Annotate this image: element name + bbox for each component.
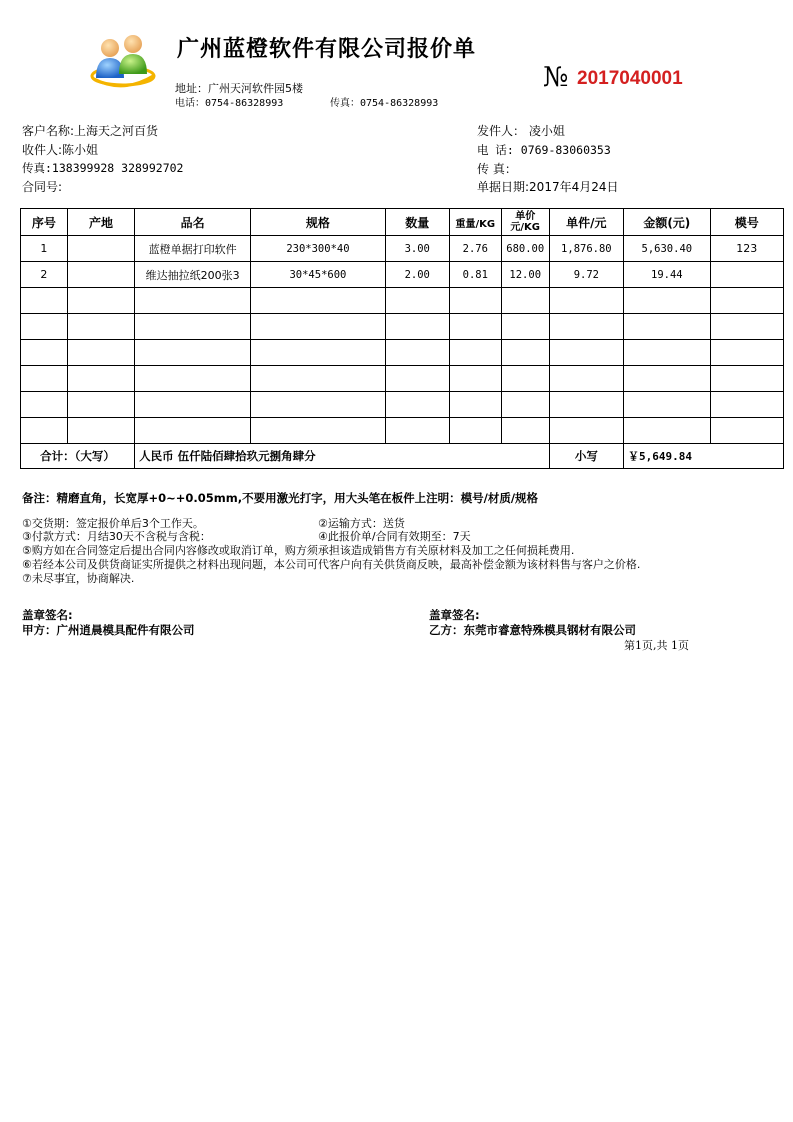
quote-number: 2017040001 xyxy=(577,68,683,89)
col-header: 金额(元) xyxy=(624,209,711,236)
table-header-row xyxy=(21,209,784,236)
total-label: 合计：（大写） xyxy=(21,444,135,469)
company-address: 地址：广州天河软件园5楼 xyxy=(175,82,303,95)
table-cell: 9.72 xyxy=(549,262,623,288)
table-cell xyxy=(67,288,134,314)
table-cell: 2 xyxy=(21,262,68,288)
col-header: 重量/KG xyxy=(449,209,501,236)
table-cell: 680.00 xyxy=(501,236,549,262)
table-cell xyxy=(549,314,623,340)
col-header: 数量 xyxy=(385,209,449,236)
subtotal-value: ￥5,649.84 xyxy=(624,444,784,469)
table-cell xyxy=(251,366,385,392)
buyer-stamp-label: 盖章签名: xyxy=(22,608,73,622)
table-cell xyxy=(21,314,68,340)
people-logo-icon xyxy=(90,32,156,92)
table-row xyxy=(21,288,784,314)
table-cell xyxy=(549,288,623,314)
table-cell xyxy=(385,418,449,444)
table-cell xyxy=(710,314,783,340)
phone-value: 0754-86328993 xyxy=(205,98,284,109)
table-cell xyxy=(624,366,711,392)
table-cell xyxy=(21,418,68,444)
table-cell xyxy=(135,288,251,314)
table-cell xyxy=(385,314,449,340)
table-cell xyxy=(710,340,783,366)
table-cell: 19.44 xyxy=(624,262,711,288)
col-header: 品名 xyxy=(135,209,251,236)
table-cell xyxy=(21,288,68,314)
table-cell xyxy=(21,366,68,392)
table-cell xyxy=(67,340,134,366)
table-cell xyxy=(135,418,251,444)
table-cell xyxy=(449,340,501,366)
table-cell xyxy=(449,288,501,314)
table-cell xyxy=(449,418,501,444)
term-material: ⑥若经本公司及供货商证实所提供之材料出现问题，本公司可代客户向有关供货商反映，最高补偿金额为该材料售与客户之价格. xyxy=(22,558,641,571)
table-cell: 123 xyxy=(710,236,783,262)
table-cell xyxy=(449,366,501,392)
table-cell xyxy=(501,418,549,444)
table-cell xyxy=(21,340,68,366)
table-cell xyxy=(501,288,549,314)
sender: 发件人： 凌小姐 xyxy=(477,124,565,138)
table-cell: 蓝橙单据打印软件 xyxy=(135,236,251,262)
page-info: 第1页,共 1页 xyxy=(624,639,689,652)
table-cell xyxy=(385,392,449,418)
col-header: 模号 xyxy=(710,209,783,236)
table-row xyxy=(21,314,784,340)
table-cell xyxy=(251,340,385,366)
table-cell xyxy=(624,340,711,366)
table-cell xyxy=(67,366,134,392)
table-cell xyxy=(67,236,134,262)
table-cell xyxy=(501,392,549,418)
table-cell: 1,876.80 xyxy=(549,236,623,262)
table-cell xyxy=(251,392,385,418)
col-header: 产地 xyxy=(67,209,134,236)
table-cell: 12.00 xyxy=(501,262,549,288)
sender-phone: 电 话: 0769-83060353 xyxy=(477,143,611,157)
table-row xyxy=(21,366,784,392)
table-cell xyxy=(549,340,623,366)
col-header: 单件/元 xyxy=(549,209,623,236)
table-cell xyxy=(135,340,251,366)
receiver: 收件人:陈小姐 xyxy=(22,143,99,157)
term-delivery: ①交货期：签定报价单后3个工作天。 xyxy=(22,517,204,530)
term-shipping: ②运输方式：送货 xyxy=(318,517,405,530)
table-row xyxy=(21,262,784,288)
table-cell xyxy=(710,262,783,288)
fax-value: 0754-86328993 xyxy=(360,98,439,109)
table-cell xyxy=(501,340,549,366)
buyer-party: 甲方：广州逍晨模具配件有限公司 xyxy=(22,623,195,637)
table-cell: 1 xyxy=(21,236,68,262)
table-cell xyxy=(135,366,251,392)
col-header: 规格 xyxy=(251,209,385,236)
table-cell xyxy=(624,314,711,340)
table-cell xyxy=(549,392,623,418)
table-row xyxy=(21,392,784,418)
table-cell: 0.81 xyxy=(449,262,501,288)
table-cell xyxy=(21,392,68,418)
remark: 备注：精磨直角，长宽厚+0~+0.05mm,不要用激光打字，用大头笔在板件上注明：模号/材质/规格 xyxy=(22,491,539,505)
term-cancellation: ⑤购方如在合同签定后提出合同内容修改或取消订单，购方须承担该造成销售方有关原材料及加工之任何损耗费用. xyxy=(22,544,575,557)
col-header: 单价元/KG xyxy=(501,209,549,236)
col-header: 序号 xyxy=(21,209,68,236)
sender-fax: 传 真： xyxy=(477,162,517,176)
customer-fax: 传真:138399928 328992702 xyxy=(22,161,184,175)
fax-label: 传真： xyxy=(330,98,360,109)
table-cell: 2.00 xyxy=(385,262,449,288)
number-symbol: № xyxy=(543,62,569,93)
table-cell xyxy=(710,392,783,418)
table-cell xyxy=(135,314,251,340)
quote-table xyxy=(20,208,784,469)
table-cell xyxy=(624,288,711,314)
table-cell xyxy=(385,288,449,314)
table-cell xyxy=(624,418,711,444)
table-cell xyxy=(624,392,711,418)
seller-stamp-label: 盖章签名: xyxy=(429,608,480,622)
table-cell xyxy=(251,288,385,314)
table-cell: 30*45*600 xyxy=(251,262,385,288)
table-cell: 3.00 xyxy=(385,236,449,262)
seller-party: 乙方：东莞市睿意特殊模具钢材有限公司 xyxy=(429,623,636,637)
table-cell xyxy=(67,392,134,418)
table-cell xyxy=(385,366,449,392)
table-cell xyxy=(710,418,783,444)
table-cell: 5,630.40 xyxy=(624,236,711,262)
contract-number: 合同号: xyxy=(22,180,63,194)
term-validity: ④此报价单/合同有效期至：7天 xyxy=(318,530,471,543)
term-payment: ③付款方式：月结30天不含税与含税： xyxy=(22,530,211,543)
table-cell xyxy=(449,314,501,340)
table-cell: 230*300*40 xyxy=(251,236,385,262)
table-cell xyxy=(67,314,134,340)
table-cell xyxy=(135,392,251,418)
table-cell xyxy=(385,340,449,366)
table-row xyxy=(21,236,784,262)
table-cell xyxy=(67,262,134,288)
phone-label: 电话： xyxy=(175,98,205,109)
table-cell xyxy=(501,366,549,392)
company-phone xyxy=(175,94,283,109)
company-fax xyxy=(330,94,438,109)
table-cell: 维达抽拉纸200张3 xyxy=(135,262,251,288)
subtotal-label: 小写 xyxy=(549,444,623,469)
table-cell xyxy=(501,314,549,340)
table-row xyxy=(21,340,784,366)
document-date: 单据日期:2017年4月24日 xyxy=(477,180,619,194)
customer-name: 客户名称:上海天之河百货 xyxy=(22,124,159,138)
table-cell xyxy=(449,392,501,418)
company-title: 广州蓝橙软件有限公司报价单 xyxy=(177,36,477,62)
term-other: ⑦未尽事宜，协商解决. xyxy=(22,572,135,585)
table-cell xyxy=(549,418,623,444)
table-cell xyxy=(251,314,385,340)
table-cell: 2.76 xyxy=(449,236,501,262)
total-row xyxy=(21,444,784,469)
table-cell xyxy=(710,366,783,392)
total-in-words: 人民币 伍仟陆佰肆拾玖元捌角肆分 xyxy=(135,444,550,469)
table-cell xyxy=(710,288,783,314)
table-cell xyxy=(251,418,385,444)
table-row xyxy=(21,418,784,444)
table-cell xyxy=(549,366,623,392)
table-cell xyxy=(67,418,134,444)
